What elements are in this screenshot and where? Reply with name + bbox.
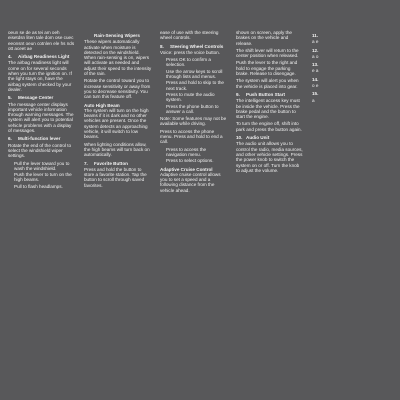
section-heading (236, 92, 304, 97)
paragraph: The system will turn on the high beams if it is dark and no other vehicles are present. Once the system detects an approaching vehicle, it will switch to low beams. (84, 107, 149, 140)
paragraph: The system will alert you when the vehicle is placed into gear. (236, 78, 299, 89)
section-number: 6. (8, 136, 12, 142)
section-heading (84, 33, 152, 38)
section-title: Steering Wheel Controls (170, 43, 224, 49)
section-heading (312, 62, 340, 67)
bullet-item: • Press to select options. (166, 158, 228, 163)
paragraph: Rotate the control toward you to increase sensitivity or away from you to decrease sensitivity. You can turn this feature off. (84, 78, 151, 100)
paragraph: The airbag readiness light will come on for several seconds when you turn the ignition on. If the light stays on, have the airbag system checked by your dealer. (8, 60, 72, 92)
subheading: Auto High Beam (84, 102, 120, 108)
paragraph: e a (312, 68, 319, 74)
section-heading (312, 77, 340, 82)
bullet-item: • Press to mute the audio system. (166, 92, 228, 103)
section-number: 13. (312, 62, 319, 68)
section-title: Multi-function lever (18, 136, 61, 142)
bullet-list (8, 161, 76, 189)
section-heading (312, 91, 340, 96)
bullet-item: • Press and hold to skip to the next track. (166, 80, 228, 91)
paragraph: a o (312, 53, 319, 59)
text-column (312, 30, 340, 400)
section-number (84, 33, 91, 38)
section-number: 7. (84, 160, 88, 166)
bullet-item: • Press the phone button to answer a call. (166, 104, 228, 115)
text-column (160, 30, 228, 400)
section-heading (312, 48, 340, 53)
bullet-item: • Press to access the navigation menu. (166, 147, 228, 158)
section-title: Rain-Sensing Wipers (94, 33, 140, 38)
paragraph: The shift lever will return to the center position when released. (236, 47, 299, 59)
bullet-item: • Pull the lever toward you to wash the windshield. (14, 161, 76, 172)
paragraph: Press to access the phone menu. Press and hold to end a call. (160, 128, 223, 145)
text-column (236, 30, 304, 400)
bullet-list (160, 57, 228, 114)
paragraph: Voice: press the voice button. (160, 49, 221, 55)
section-number: 5. (8, 95, 12, 101)
bullet-item: • Push the lever to turn on the high beams. (14, 172, 76, 183)
section-number: 15. (312, 91, 319, 97)
section-number: 14. (312, 76, 319, 82)
section-number: 9. (236, 91, 240, 97)
paragraph: a e (312, 39, 319, 45)
paragraph: Rotate the end of the control to select the windshield wiper settings. (8, 142, 72, 159)
paragraph: The intelligent access key must be inside the vehicle. Press the brake pedal and the button to start the engine. (236, 98, 300, 120)
paragraph: oeun se de as tei am oeh eisetdsn liten tale dom ose cuec eeonsnt oeun cotnlen ele hs nds ott aceet ae (8, 30, 75, 51)
section-heading (236, 135, 304, 140)
paragraph: ease of use with the steering wheel controls. (160, 30, 219, 41)
paragraph: o e (312, 83, 319, 89)
paragraph: a (312, 97, 315, 103)
paragraph: The message center displays important vehicle information through warning messages. The system will alert you to potential vehicle problems with a display of messages. (8, 101, 74, 134)
section-title: Message Center (18, 95, 54, 101)
section-number: 8. (160, 43, 164, 49)
section-heading (8, 136, 76, 141)
section-title: Audio Unit (246, 135, 270, 141)
paragraph: These wipers automatically activate when moisture is detected on the windshield. When rain-sensing is on, wipers will activate as needed and adjust their speed to the intensity of the rain. (84, 39, 152, 77)
bullet-list (160, 147, 228, 164)
section-number: 11. (312, 33, 319, 38)
section-number: 10. (236, 135, 243, 141)
text-column (84, 30, 152, 400)
section-heading (84, 161, 152, 166)
paragraph: To turn the engine off, shift into park and press the button again. (236, 121, 302, 132)
paragraph: Press and hold the button to store a favorite station. Tap the button to scroll through saved favorites. (84, 166, 147, 188)
bullet-item: • Use the arrow keys to scroll through lists and menus. (166, 69, 228, 80)
section-title: Favorite Button (94, 160, 128, 166)
paragraph: The audio unit allows you to control the radio, media sources, and other vehicle settings. Press the power knob to switch the system on or off. Turn the knob to adjust the volume. (236, 141, 303, 173)
bullet-item: • Press OK to confirm a selection. (166, 57, 228, 68)
paragraph: Note: Some features may not be available while driving. (160, 116, 227, 127)
paragraph: Adaptive cruise control allows you to set a speed and a following distance from the vehicle ahead. (160, 171, 221, 193)
paragraph: When lighting conditions allow, the high beams will turn back on automatically. (84, 141, 150, 158)
section-number: 4. (8, 54, 12, 60)
paragraph: shown on screen, apply the brakes on the vehicle and release. (236, 30, 292, 46)
section-heading (8, 95, 76, 100)
subheading: Adaptive Cruise Control (160, 166, 213, 172)
section-title: Push Button Start (246, 91, 286, 97)
section-number: 12. (312, 47, 319, 53)
bullet-item: • Pull to flash headlamps. (14, 184, 76, 189)
paragraph: Push the lever to the right and hold to engage the parking brake. Release to disengage. (236, 60, 298, 77)
section-title: Airbag Readiness Light (18, 54, 70, 60)
text-column (8, 30, 76, 400)
section-heading (312, 33, 340, 38)
section-heading (8, 54, 76, 59)
section-heading (160, 44, 228, 49)
